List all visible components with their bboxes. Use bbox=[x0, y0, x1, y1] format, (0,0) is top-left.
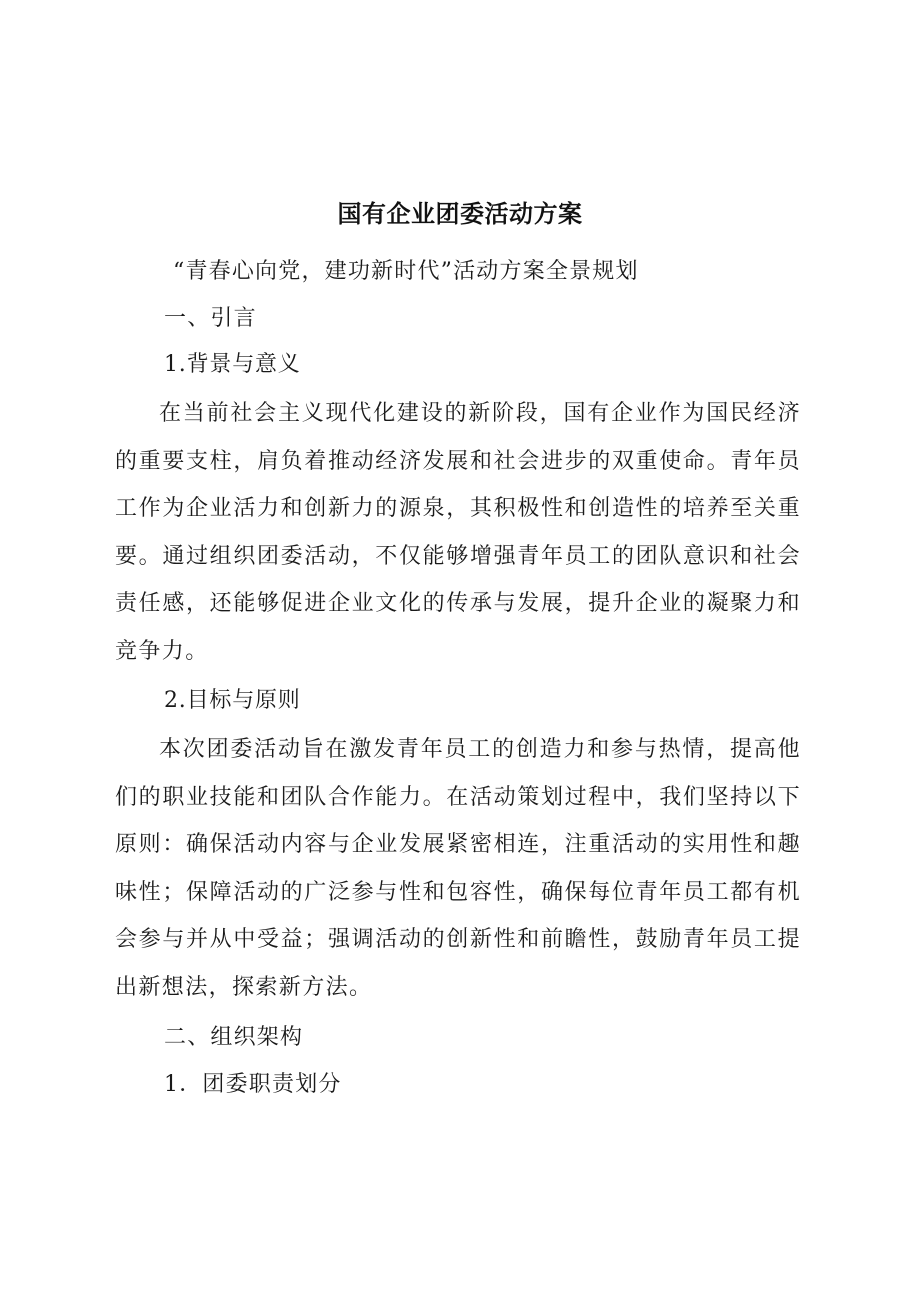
document-subtitle: “青春心向党，建功新时代”活动方案全景规划 bbox=[173, 259, 639, 284]
document-title: 国有企业团委活动方案 bbox=[337, 200, 583, 228]
section-heading-introduction: 一、引言 bbox=[164, 306, 257, 331]
subsection-heading-background: 1.背景与意义 bbox=[164, 352, 301, 377]
subsection-heading-responsibilities: 1．团委职责划分 bbox=[164, 1072, 342, 1097]
paragraph-background: 在当前社会主义现代化建设的新阶段，国有企业作为国民经济的重要支柱，肩负着推动经济发展和社会进步的双重使命。青年员工作为企业活力和创新力的源泉，其积极性和创造性的培养至关重要。通过组织团委活动，不仅能够增强青年员工的团队意识和社会责任感，还能够促进企业文化的传承与发展，提升企业的凝聚力和竞争力。 bbox=[115, 401, 801, 664]
paragraph-goals: 本次团委活动旨在激发青年员工的创造力和参与热情，提高他们的职业技能和团队合作能力。在活动策划过程中，我们坚持以下原则：确保活动内容与企业发展紧密相连，注重活动的实用性和趣味性；保障活动的广泛参与性和包容性，确保每位青年员工都有机会参与并从中受益；强调活动的创新性和前瞻性，鼓励青年员工提出新想法，探索新方法。 bbox=[115, 737, 801, 1000]
section-heading-organization: 二、组织架构 bbox=[164, 1025, 304, 1050]
subsection-heading-goals: 2.目标与原则 bbox=[164, 688, 301, 713]
